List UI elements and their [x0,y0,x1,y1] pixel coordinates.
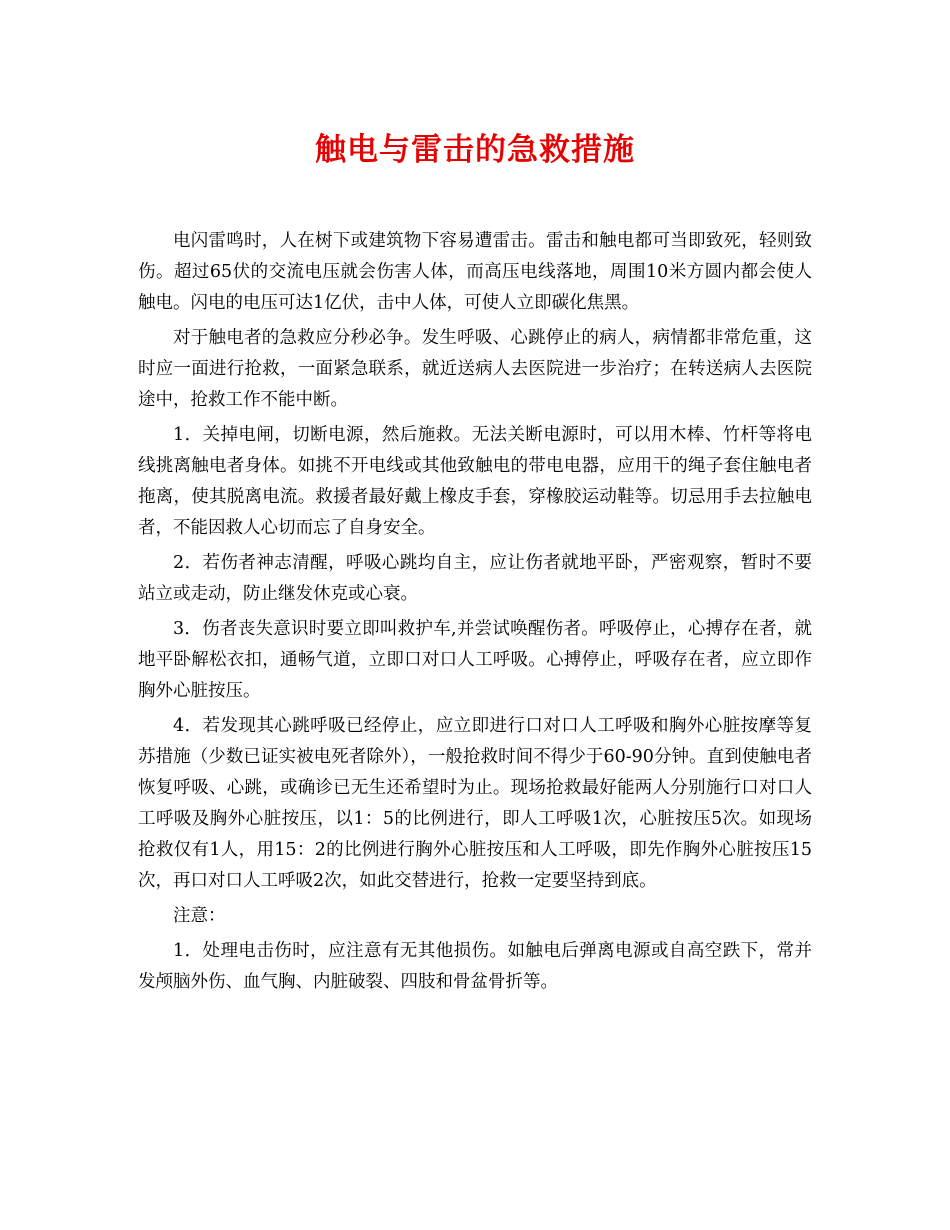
paragraph-note-1: 1．处理电击伤时，应注意有无其他损伤。如触电后弹离电源或自高空跌下，常并发颅脑外伤、血气胸、内脏破裂、四肢和骨盆骨折等。 [138,941,812,992]
paragraph-step-3: 3．伤者丧失意识时要立即叫救护车,并尝试唤醒伤者。呼吸停止，心搏存在者，就地平卧解松衣扣，通畅气道，立即口对口人工呼吸。心搏停止，呼吸存在者，应立即作胸外心脏按压。 [138,619,812,701]
paragraph-step-4: 4．若发现其心跳呼吸已经停止，应立即进行口对口人工呼吸和胸外心脏按摩等复苏措施（少数已证实被电死者除外），一般抢救时间不得少于60-90分钟。直到使触电者恢复呼吸、心跳，或确诊已无生还希望时为止。现场抢救最好能两人分别施行口对口人工呼吸及胸外心脏按压，以1：5的比例进行，即人工呼吸1次，心脏按压5次。如现场抢救仅有1人，用15：2的比例进行胸外心脏按压和人工呼吸，即先作胸外心脏按压15次，再口对口人工呼吸2次，如此交替进行，抢救一定要坚持到底。 [138,716,812,891]
paragraph-lightning-intro: 电闪雷鸣时，人在树下或建筑物下容易遭雷击。雷击和触电都可当即致死，轻则致伤。超过65伏的交流电压就会伤害人体，而高压电线落地，周围10米方圆内都会使人触电。闪电的电压可达1亿伏，击中人体，可使人立即碳化焦黑。 [138,231,812,313]
paragraph-notes-heading: 注意： [173,906,226,926]
paragraph-step-1: 1．关掉电闸，切断电源，然后施救。无法关断电源时，可以用木棒、竹杆等将电线挑离触电者身体。如挑不开电线或其他致触电的带电电器，应用干的绳子套住触电者拖离，使其脱离电流。救援者最好戴上橡皮手套，穿橡胶运动鞋等。切忌用手去拉触电者，不能因救人心切而忘了自身安全。 [138,425,812,538]
document-title: 触电与雷击的急救措施 [315,132,635,168]
paragraph-step-2: 2．若伤者神志清醒，呼吸心跳均自主，应让伤者就地平卧，严密观察，暂时不要站立或走动，防止继发休克或心衰。 [138,553,812,604]
paragraph-emergency-principle: 对于触电者的急救应分秒必争。发生呼吸、心跳停止的病人，病情都非常危重，这时应一面进行抢救，一面紧急联系，就近送病人去医院进一步治疗；在转送病人去医院途中，抢救工作不能中断。 [138,328,812,410]
